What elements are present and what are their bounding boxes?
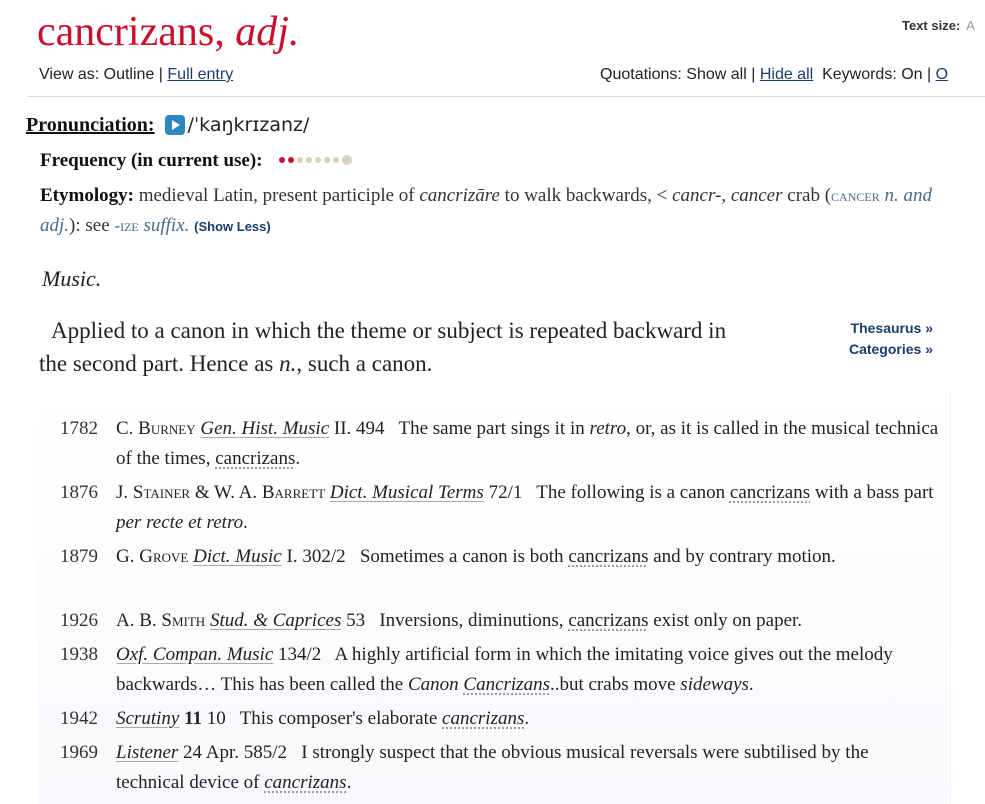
quotation-keyword: cancrizans	[264, 772, 347, 793]
quotation-year: 1879	[60, 546, 98, 567]
subject-label: Music.	[42, 266, 102, 291]
etymology-text: ,	[721, 185, 727, 206]
quotation-ref: II. 494	[333, 418, 385, 439]
quotation-text: .	[346, 772, 352, 793]
full-entry-link[interactable]: Full entry	[167, 66, 234, 83]
cross-reference-cancer[interactable]: cancer	[831, 186, 880, 205]
quotation-source[interactable]: Dict. Musical Terms	[329, 482, 484, 503]
cross-reference-pos: n. and adj.	[40, 185, 932, 236]
quotation	[60, 414, 940, 474]
pronunciation-ipa: /ˈkaŋkrɪzanz/	[187, 114, 310, 136]
separator: |	[751, 66, 756, 83]
view-outline-current: Outline	[103, 66, 155, 83]
quotations-label: Quotations:	[600, 66, 682, 83]
quotation-text: , or, as it is called in the musical technica of the times,	[116, 418, 939, 469]
quotation-text: A highly artificial form in which the imitating voice gives out the melody backwards… This has been called the	[116, 644, 893, 695]
part-of-speech: adj.	[235, 9, 300, 55]
quotation-text: and by contrary motion.	[653, 546, 836, 567]
etymology-text: crab (	[787, 185, 832, 206]
frequency-dot	[306, 157, 312, 163]
quotation-author: A. B. Smith	[116, 610, 206, 631]
pronunciation-row	[26, 114, 309, 137]
quotation	[60, 606, 940, 636]
quotation-year: 1926	[60, 610, 98, 631]
quotations-bar	[600, 66, 948, 84]
quotation-keyword: cancrizans	[568, 610, 649, 631]
view-as-label: View as:	[39, 66, 100, 83]
definition-text: Applied to a canon in which the theme or subject is repeated backward in the second part. Hence as	[39, 318, 727, 376]
separator: |	[158, 66, 163, 83]
quotation-text: This composer's elaborate	[239, 708, 438, 729]
etymology-text: ): see	[69, 215, 110, 236]
quotation-italic: retro	[589, 418, 627, 439]
quotation-source[interactable]: Listener	[116, 742, 179, 763]
etymon: cancr-	[672, 185, 722, 206]
quotation-ref: 134/2	[278, 644, 322, 665]
frequency-dot	[342, 155, 352, 165]
quotation-source[interactable]: Stud. & Caprices	[209, 610, 342, 631]
quotation-author: C. Burney	[116, 418, 196, 439]
thesaurus-links	[830, 318, 933, 360]
quotation-source[interactable]: Scrutiny	[116, 708, 180, 729]
separator: |	[927, 66, 932, 83]
quotation-author: G. Grove	[116, 546, 189, 567]
keywords-label: Keywords:	[822, 66, 897, 83]
etymology	[40, 181, 965, 242]
categories-link[interactable]: Categories »	[848, 341, 933, 357]
quotation-text: with a bass part	[814, 482, 934, 503]
headword-text: cancrizans,	[37, 9, 225, 55]
definition-text: , such a canon.	[296, 351, 433, 376]
quotation-italic: per recte et retro	[116, 512, 244, 533]
view-as-bar	[39, 66, 233, 84]
quotation-ref: I. 302/2	[286, 546, 346, 567]
frequency-dot	[315, 157, 321, 163]
quotation-source[interactable]: Oxf. Compan. Music	[116, 644, 274, 665]
etymology-text: to walk backwards, <	[504, 185, 668, 206]
quotation-keyword: Cancrizans	[463, 674, 550, 695]
show-all-current: Show all	[686, 66, 747, 83]
keywords-on-current: On	[901, 66, 923, 83]
quotation-text: Inversions, diminutions,	[379, 610, 564, 631]
quotation-text: .	[295, 448, 301, 469]
play-audio-icon[interactable]	[165, 115, 185, 135]
show-less-button[interactable]: (Show Less)	[194, 219, 271, 234]
quotation-ref: 10	[206, 708, 226, 729]
quotation-italic: sideways	[680, 674, 749, 695]
frequency-dot	[333, 157, 339, 163]
text-size-label: Text size:	[902, 18, 961, 33]
quotation-year: 1876	[60, 482, 98, 503]
hide-all-link[interactable]: Hide all	[759, 66, 814, 83]
frequency-indicator[interactable]	[279, 148, 355, 170]
quotation-year: 1942	[60, 708, 98, 729]
quotation-year: 1938	[60, 644, 98, 665]
definition	[39, 314, 729, 380]
frequency-dot	[297, 157, 303, 163]
quotation-keyword: cancrizans	[729, 482, 811, 503]
quotation-ref: 24 Apr. 585/2	[183, 742, 288, 763]
quotation-year: 1969	[60, 742, 98, 763]
quotation-keyword: cancrizans	[215, 448, 296, 469]
quotation-text: exist only on paper.	[653, 610, 803, 631]
quotation-text: Sometimes a canon is both	[359, 546, 564, 567]
etymon: cancer	[730, 185, 783, 206]
etymology-label: Etymology:	[40, 185, 134, 206]
quotation	[60, 704, 940, 734]
quotation-ref: 72/1	[488, 482, 523, 503]
divider	[28, 96, 985, 97]
text-size-button[interactable]: A	[966, 18, 975, 33]
frequency-dot	[288, 157, 294, 163]
quotation-keyword: cancrizans	[568, 546, 649, 567]
cross-reference-pos: suffix.	[143, 215, 190, 236]
definition-pos: n.	[279, 351, 297, 376]
quotation-year: 1782	[60, 418, 98, 439]
quotation-text: .	[748, 674, 754, 695]
frequency-row	[40, 148, 355, 172]
quotation-text: ..but crabs move	[549, 674, 676, 695]
etymon: cancrizāre	[419, 185, 500, 206]
frequency-label: Frequency (in current use):	[40, 150, 263, 171]
quotation-text: .	[524, 708, 530, 729]
frequency-dot	[324, 157, 330, 163]
cross-reference-ize[interactable]: -ize	[114, 216, 139, 235]
quotation	[60, 640, 940, 700]
quotation-volume: 11	[184, 708, 203, 729]
quotation-text: The same part sings it in	[398, 418, 585, 439]
quotation-italic: Canon	[407, 674, 459, 695]
quotation-text: The following is a canon	[536, 482, 726, 503]
etymology-text: medieval Latin, present participle of	[138, 185, 415, 206]
quotation	[60, 478, 940, 538]
quotation-source[interactable]: Gen. Hist. Music	[200, 418, 330, 439]
quotation-text: I strongly suspect that the obvious musical reversals were subtilised by the technical device of	[116, 742, 869, 793]
quotation-source[interactable]: Dict. Music	[193, 546, 282, 567]
quotation-author: J. Stainer & W. A. Barrett	[116, 482, 326, 503]
quotation	[60, 738, 940, 798]
quotation-ref: 53	[346, 610, 366, 631]
quotation	[60, 542, 940, 572]
pronunciation-label[interactable]: Pronunciation:	[26, 114, 155, 136]
frequency-dot	[279, 157, 285, 163]
keywords-off-link[interactable]: O	[935, 66, 949, 83]
text-size-control	[902, 18, 975, 33]
quotation-keyword: cancrizans	[442, 708, 525, 729]
thesaurus-link[interactable]: Thesaurus »	[850, 320, 933, 336]
headword	[37, 6, 299, 58]
quotation-text: .	[243, 512, 248, 533]
